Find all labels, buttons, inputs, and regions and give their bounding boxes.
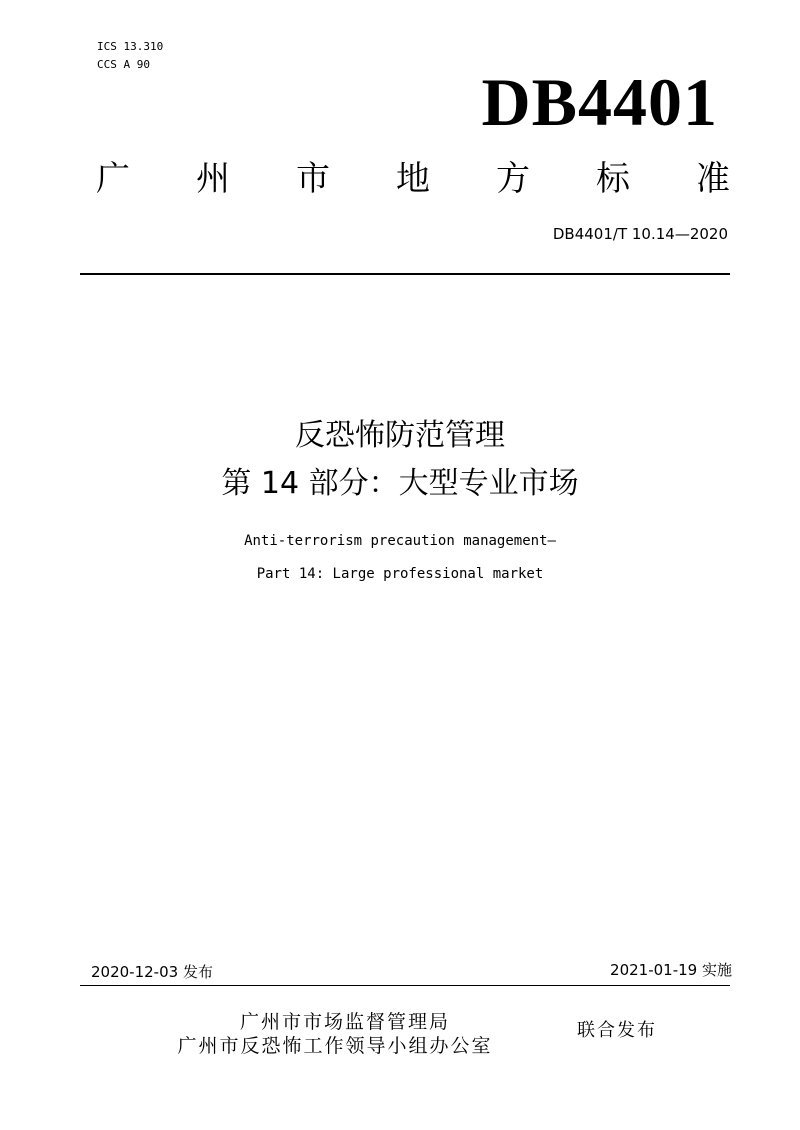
joint-issue-label: 联合发布 [577, 1020, 657, 1041]
ccs-code: CCS A 90 [97, 58, 150, 71]
top-divider [80, 273, 730, 275]
standard-type-char: 标 [596, 159, 630, 199]
standard-type-char: 地 [396, 159, 430, 199]
title-english-line-1: Anti-terrorism precaution management— [244, 533, 556, 549]
title-english-line-2: Part 14: Large professional market [256, 566, 544, 582]
standard-type-char: 市 [296, 159, 330, 199]
standard-type-char: 州 [196, 159, 230, 199]
bottom-divider [80, 985, 730, 986]
standard-code-logo: DB4401 [481, 64, 718, 140]
standard-type-char: 准 [696, 159, 730, 199]
title-chinese-line-1: 反恐怖防范管理 [295, 418, 505, 453]
title-chinese-line-2: 第 14 部分：大型专业市场 [221, 466, 579, 501]
implementation-date: 2021-01-19 实施 [610, 961, 732, 979]
standard-type-heading [96, 154, 730, 204]
issuer-name-2: 广州市反恐怖工作领导小组办公室 [177, 1035, 493, 1057]
issue-date: 2020-12-03 发布 [91, 963, 213, 981]
issuer-name-1: 广州市市场监督管理局 [239, 1011, 450, 1033]
ics-code: ICS 13.310 [97, 40, 164, 53]
standard-type-char: 广 [96, 159, 130, 199]
standard-number: DB4401/T 10.14—2020 [552, 225, 728, 243]
standard-type-char: 方 [496, 159, 530, 199]
